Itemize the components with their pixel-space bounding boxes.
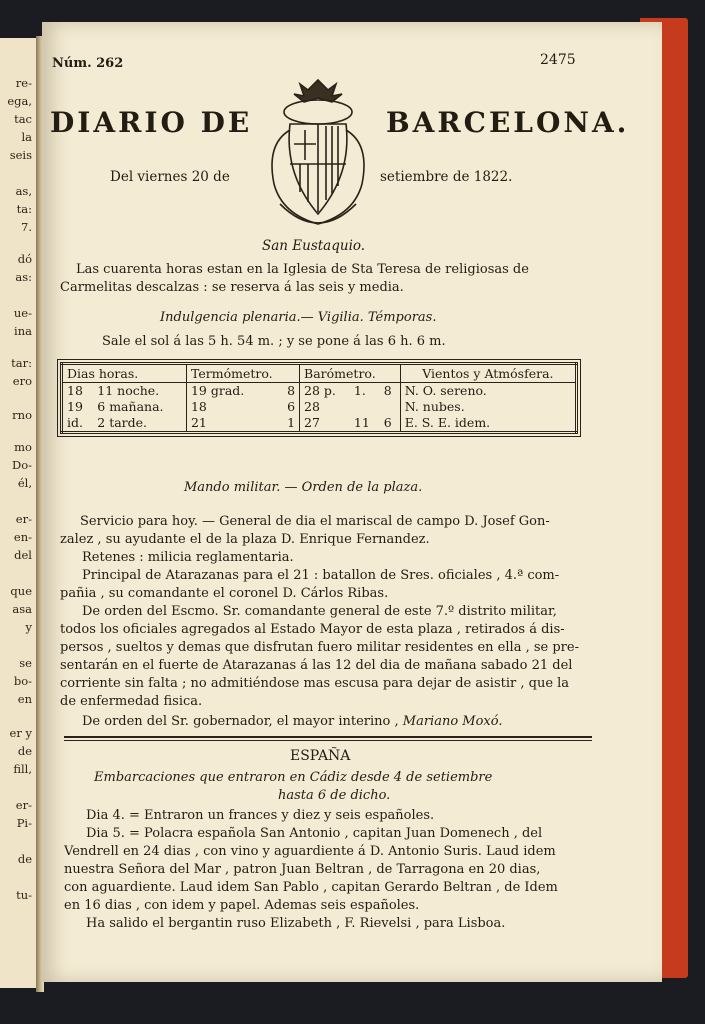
ships-line: nuestra Señora del Mar , patron Juan Beltran , de Tarragona en 20 dias,: [64, 862, 541, 877]
weather-bar-points: [380, 399, 401, 415]
section-title: ESPAÑA: [290, 748, 351, 764]
prev-fragment: fill,: [13, 762, 32, 776]
prev-fragment: él,: [17, 476, 32, 490]
governor-prefix: De orden del Sr. gobernador, el mayor interino ,: [82, 714, 399, 729]
forty-hours-line: Las cuarenta horas estan en la Iglesia de Sta Teresa de religiosas de: [76, 262, 529, 277]
prev-fragment: asa: [12, 602, 32, 616]
ships-heading: hasta 6 de dicho.: [278, 788, 391, 803]
prev-fragment: ina: [14, 324, 32, 338]
weather-bar-lines: [350, 399, 380, 415]
prev-fragment: er-: [15, 512, 32, 526]
weather-bar: 27: [300, 415, 350, 433]
weather-header-days: Dias horas.: [62, 364, 187, 383]
prev-fragment: que: [10, 584, 32, 598]
prev-fragment: Pi-: [16, 816, 32, 830]
prev-fragment: se: [19, 656, 32, 670]
military-line: corriente sin falta ; no admitiéndose mas escusa para dejar de asistir , que la: [60, 676, 570, 691]
prev-fragment: ue-: [13, 306, 32, 320]
weather-bar-lines: 1.: [353, 383, 366, 398]
prev-fragment: ero: [12, 374, 32, 388]
prev-fragment: en-: [13, 530, 32, 544]
military-line: persos , sueltos y demas que disfrutan fuero militar residentes en ella , se pre-: [60, 640, 579, 655]
military-line: zalez , su ayudante el de la plaza D. Enrique Fernandez.: [60, 532, 430, 547]
prev-fragment: Do-: [11, 458, 32, 472]
military-line: Principal de Atarazanas para el 21 : batallon de Sres. oficiales , 4.ª com-: [82, 568, 560, 583]
date-left: Del viernes 20 de: [110, 169, 230, 185]
weather-wind: N. O. sereno.: [400, 383, 576, 400]
military-line: De orden del Escmo. Sr. comandante general de este 7.º distrito militar,: [82, 604, 557, 619]
ships-line: en 16 dias , con idem y papel. Ademas seis españoles.: [64, 898, 420, 913]
saint-of-day: San Eustaquio.: [262, 238, 366, 254]
prev-fragment: de: [17, 744, 32, 758]
weather-bar: 28: [300, 399, 350, 415]
weather-bar: 28 p.: [300, 383, 350, 400]
military-line: Servicio para hoy. — General de dia el mariscal de campo D. Josef Gon-: [80, 514, 550, 529]
weather-row: [62, 383, 577, 400]
weather-hour: 2 tarde.: [97, 415, 148, 430]
previous-page-edge: [0, 38, 36, 988]
section-divider-thin: [64, 740, 592, 741]
prev-fragment: mo: [14, 440, 32, 454]
weather-day: 18: [67, 383, 83, 398]
prev-fragment: ega,: [7, 94, 32, 108]
indulgence-line: Indulgencia plenaria.— Vigilia. Témporas.: [160, 310, 437, 325]
barcelona-coat-of-arms-icon: [260, 74, 376, 234]
weather-row: [62, 399, 577, 415]
military-line: Retenes : milicia reglamentaria.: [82, 550, 294, 565]
prev-fragment: dó: [17, 252, 32, 266]
military-heading: Mando militar. — Orden de la plaza.: [184, 480, 423, 495]
weather-bar-points: 8: [383, 383, 392, 398]
ships-heading: Embarcaciones que entraron en Cádiz desde 4 de setiembre: [94, 770, 493, 785]
prev-fragment: seis: [9, 148, 32, 162]
masthead-title-left: DIARIO DE: [50, 106, 253, 139]
weather-header-wind: Vientos y Atmósfera.: [400, 364, 576, 383]
weather-wind: N. nubes.: [400, 399, 576, 415]
ships-line: Dia 4. = Entraron un frances y diez y seis españoles.: [86, 808, 435, 823]
weather-bar-points: 6: [383, 415, 392, 430]
ships-line: con aguardiente. Laud idem San Pablo , capitan Gerardo Beltran , de Idem: [64, 880, 558, 895]
ships-line: Ha salido el bergantin ruso Elizabeth , F. Rievelsi , para Lisboa.: [86, 916, 506, 931]
ships-line: Dia 5. = Polacra española San Antonio , capitan Juan Domenech , del: [86, 826, 543, 841]
prev-fragment: en: [17, 692, 32, 706]
date-right: setiembre de 1822.: [380, 169, 513, 185]
weather-temp-fraction: 8: [287, 383, 296, 398]
prev-fragment: tar:: [11, 356, 32, 370]
weather-temp: 18: [186, 399, 275, 415]
weather-hour: 11 noche.: [97, 383, 160, 398]
prev-fragment: er-: [15, 798, 32, 812]
weather-header-thermometer: Termómetro.: [186, 364, 299, 383]
weather-table: [60, 362, 578, 434]
military-line: de enfermedad fisica.: [60, 694, 203, 709]
weather-temp: 21: [186, 415, 275, 433]
weather-day: id.: [67, 415, 83, 430]
weather-day: 19: [67, 399, 83, 414]
weather-header-row: [62, 364, 577, 383]
weather-bar-lines: 11: [353, 415, 370, 430]
governor-line: [82, 714, 503, 729]
weather-temp-fraction: 6: [287, 399, 296, 414]
weather-temp-fraction: 1: [287, 415, 296, 430]
newspaper-page: [42, 22, 662, 982]
prev-fragment: tu-: [16, 888, 32, 902]
prev-fragment: re-: [15, 76, 32, 90]
prev-fragment: as:: [15, 270, 32, 284]
prev-fragment: 7.: [21, 220, 32, 234]
military-line: todos los oficiales agregados al Estado Mayor de esta plaza , retirados á dis-: [60, 622, 565, 637]
prev-fragment: del: [14, 548, 32, 562]
weather-temp: 19 grad.: [186, 383, 275, 400]
prev-fragment: as,: [15, 184, 32, 198]
weather-hour: 6 mañana.: [97, 399, 164, 414]
prev-fragment: de: [17, 852, 32, 866]
prev-fragment: la: [21, 130, 32, 144]
weather-wind: E. S. E. idem.: [400, 415, 576, 433]
military-line: sentarán en el fuerte de Atarazanas á las 12 del dia de mañana sabado 21 del: [60, 658, 573, 673]
military-line: pañia , su comandante el coronel D. Cárlos Ribas.: [60, 586, 389, 601]
forty-hours-line: Carmelitas descalzas : se reserva á las seis y media.: [60, 280, 404, 295]
prev-fragment: bo-: [13, 674, 32, 688]
prev-fragment: rno: [12, 408, 32, 422]
sunrise-sunset-line: Sale el sol á las 5 h. 54 m. ; y se pone á las 6 h. 6 m.: [102, 334, 446, 349]
page-number: 2475: [540, 52, 576, 68]
governor-name: Mariano Moxó.: [402, 714, 503, 729]
prev-fragment: y: [25, 620, 32, 634]
issue-number: Núm. 262: [52, 56, 124, 71]
weather-header-barometer: Barómetro.: [300, 364, 401, 383]
masthead-title-right: BARCELONA.: [386, 106, 630, 139]
ships-line: Vendrell en 24 dias , con vino y aguardiente á D. Antonio Suris. Laud idem: [64, 844, 556, 859]
section-divider: [64, 736, 592, 738]
prev-fragment: ta:: [16, 202, 32, 216]
prev-fragment: tac: [14, 112, 32, 126]
prev-fragment: er y: [9, 726, 32, 740]
weather-row: [62, 415, 577, 433]
